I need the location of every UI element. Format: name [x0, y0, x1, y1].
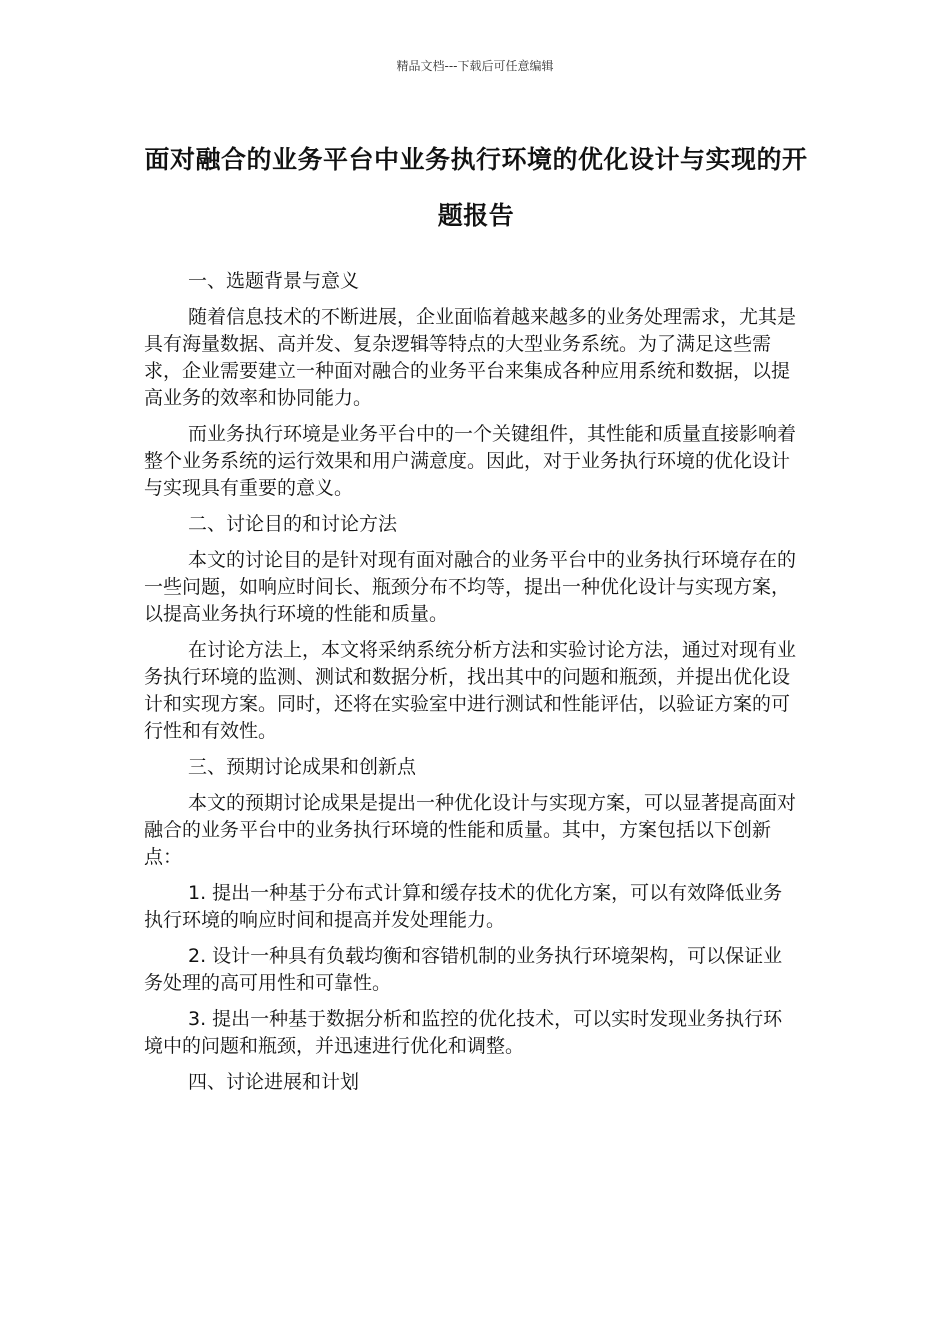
section-heading: 二、讨论目的和讨论方法: [188, 513, 398, 535]
paragraph: 在讨论方法上，本文将采纳系统分析方法和实验讨论方法，通过对现有业务执行环境的监测、测试和数据分析，找出其中的问题和瓶颈，并提出优化设计和实现方案。同时，还将在实验室中进行测试和性能评估，以验证方案的可行性和有效性。: [144, 639, 797, 742]
paragraph: 本文的预期讨论成果是提出一种优化设计与实现方案，可以显著提高面对融合的业务平台中的业务执行环境的性能和质量。其中，方案包括以下创新点：: [144, 792, 797, 868]
document-title: 面对融合的业务平台中业务执行环境的优化设计与实现的开题报告: [144, 145, 808, 230]
section-heading: 四、讨论进展和计划: [188, 1071, 360, 1093]
paragraph: 随着信息技术的不断进展，企业面临着越来越多的业务处理需求，尤其是具有海量数据、高并发、复杂逻辑等特点的大型业务系统。为了满足这些需求，企业需要建立一种面对融合的业务平台来集成各种应用系统和数据，以提高业务的效率和协同能力。: [144, 306, 797, 409]
document-body: [144, 268, 798, 1105]
paragraph: 本文的讨论目的是针对现有面对融合的业务平台中的业务执行环境存在的一些问题，如响应时间长、瓶颈分布不均等，提出一种优化设计与实现方案，以提高业务执行环境的性能和质量。: [144, 549, 797, 625]
list-item: 1. 提出一种基于分布式计算和缓存技术的优化方案，可以有效降低业务执行环境的响应时间和提高并发处理能力。: [144, 882, 783, 931]
paragraph: 而业务执行环境是业务平台中的一个关键组件，其性能和质量直接影响着整个业务系统的运行效果和用户满意度。因此，对于业务执行环境的优化设计与实现具有重要的意义。: [144, 423, 797, 499]
list-item: 2. 设计一种具有负载均衡和容错机制的业务执行环境架构，可以保证业务处理的高可用性和可靠性。: [144, 945, 783, 994]
list-item: 3. 提出一种基于数据分析和监控的优化技术，可以实时发现业务执行环境中的问题和瓶颈，并迅速进行优化和调整。: [144, 1008, 783, 1057]
section-heading: 三、预期讨论成果和创新点: [188, 756, 417, 778]
header-note: 精品文档---下载后可任意编辑: [396, 59, 554, 73]
section-heading: 一、选题背景与意义: [188, 270, 360, 292]
